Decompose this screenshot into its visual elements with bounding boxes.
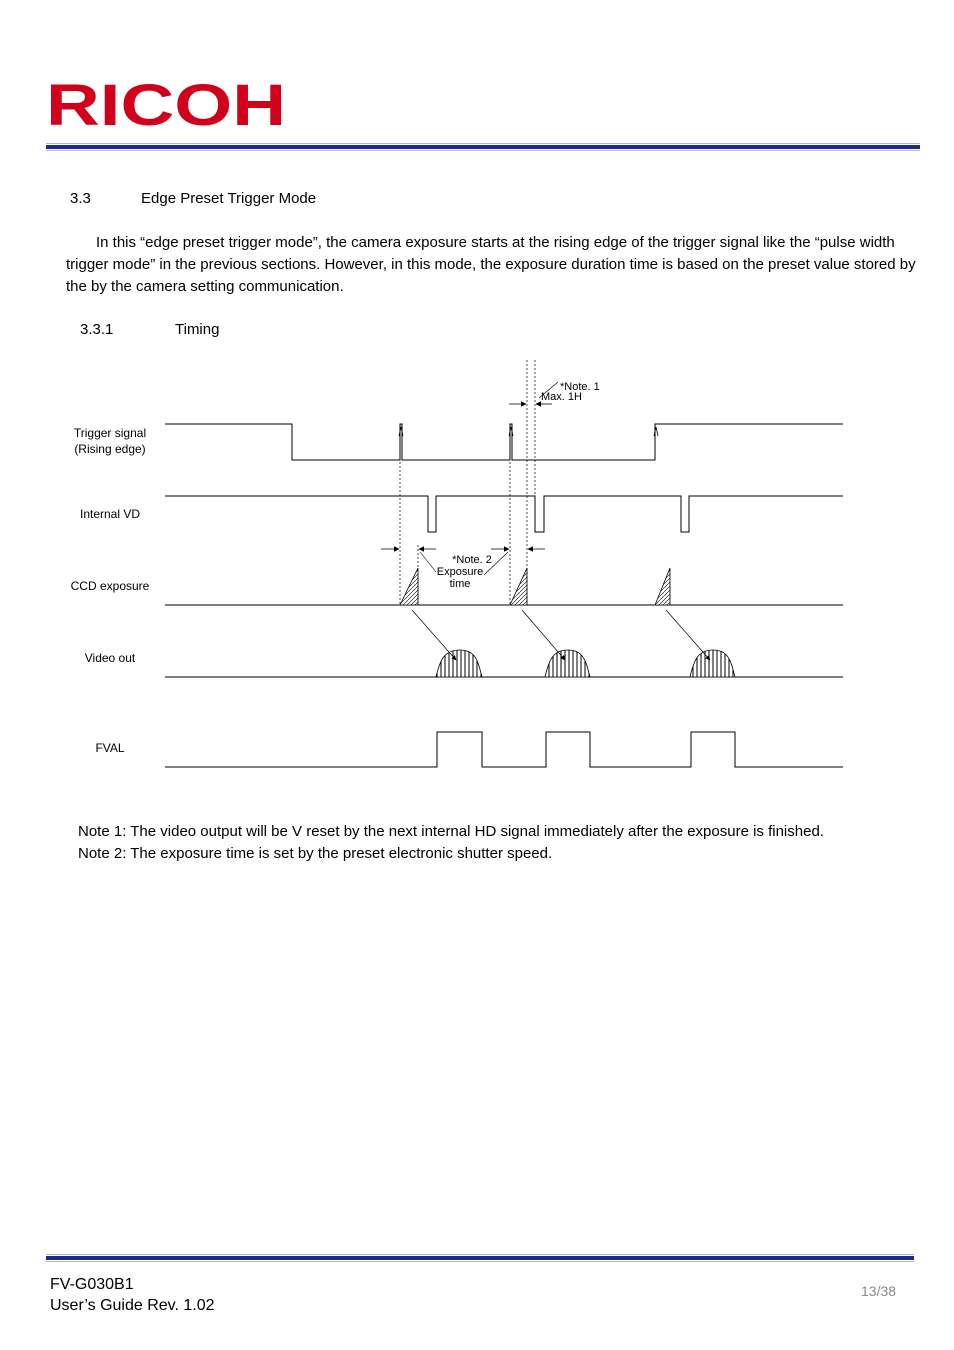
exposure-ramp — [510, 568, 527, 605]
label-rising-edge: (Rising edge) — [74, 442, 146, 456]
note2-leader — [420, 552, 436, 572]
note1-label: *Note. 1 — [560, 381, 600, 393]
exposure-ramp — [655, 568, 670, 605]
page-number: 13/38 — [861, 1283, 897, 1299]
label-ccd-exposure: CCD exposure — [70, 579, 150, 593]
trigger-edge-arrow — [399, 427, 658, 436]
svg-text:RICOH: RICOH — [46, 74, 286, 134]
footer-model: FV-G030B1 — [50, 1276, 134, 1293]
note-2: Note 2: The exposure time is set by the preset electronic shutter speed. — [78, 845, 553, 862]
exposure-to-video-line — [412, 610, 456, 660]
label-fval: FVAL — [95, 741, 125, 755]
internal-vd-waveform — [165, 496, 843, 532]
notes-block — [78, 821, 928, 865]
footer-guide: User’s Guide Rev. 1.02 — [50, 1297, 215, 1314]
section-paragraph: In this “edge preset trigger mode”, the camera exposure starts at the rising edge of the trigger signal like the “pulse width trigger mode” in the previous sections. However, in this mode, the exposure duration time is based on the preset value stored by the by the camera setting communication. — [66, 234, 916, 295]
max-1h-label: Max. 1H — [541, 391, 582, 403]
subsection-title: Timing — [175, 321, 220, 338]
exposure-to-video-line — [666, 610, 710, 660]
footer-rule — [46, 1254, 914, 1262]
video-pulse — [690, 650, 735, 677]
fval-waveform — [165, 732, 843, 767]
trigger-waveform — [165, 424, 843, 460]
label-trigger-signal: Trigger signal — [73, 426, 147, 440]
label-video-out: Video out — [84, 651, 136, 665]
section-number: 3.3 — [70, 190, 91, 207]
video-pulse — [436, 650, 482, 677]
subsection-number: 3.3.1 — [80, 321, 114, 338]
label-internal-vd: Internal VD — [79, 507, 141, 521]
exposure-label: Exposure — [436, 566, 484, 578]
exposure-to-video-line — [522, 610, 565, 660]
time-label: time — [449, 578, 471, 590]
note-1: Note 1: The video output will be V reset by the next internal HD signal immediately after the exposure is finished. — [78, 823, 824, 840]
video-pulse — [545, 650, 590, 677]
section-title: Edge Preset Trigger Mode — [141, 190, 317, 207]
exposure-ramp — [400, 568, 418, 605]
note2-label: *Note. 2 — [452, 554, 492, 566]
